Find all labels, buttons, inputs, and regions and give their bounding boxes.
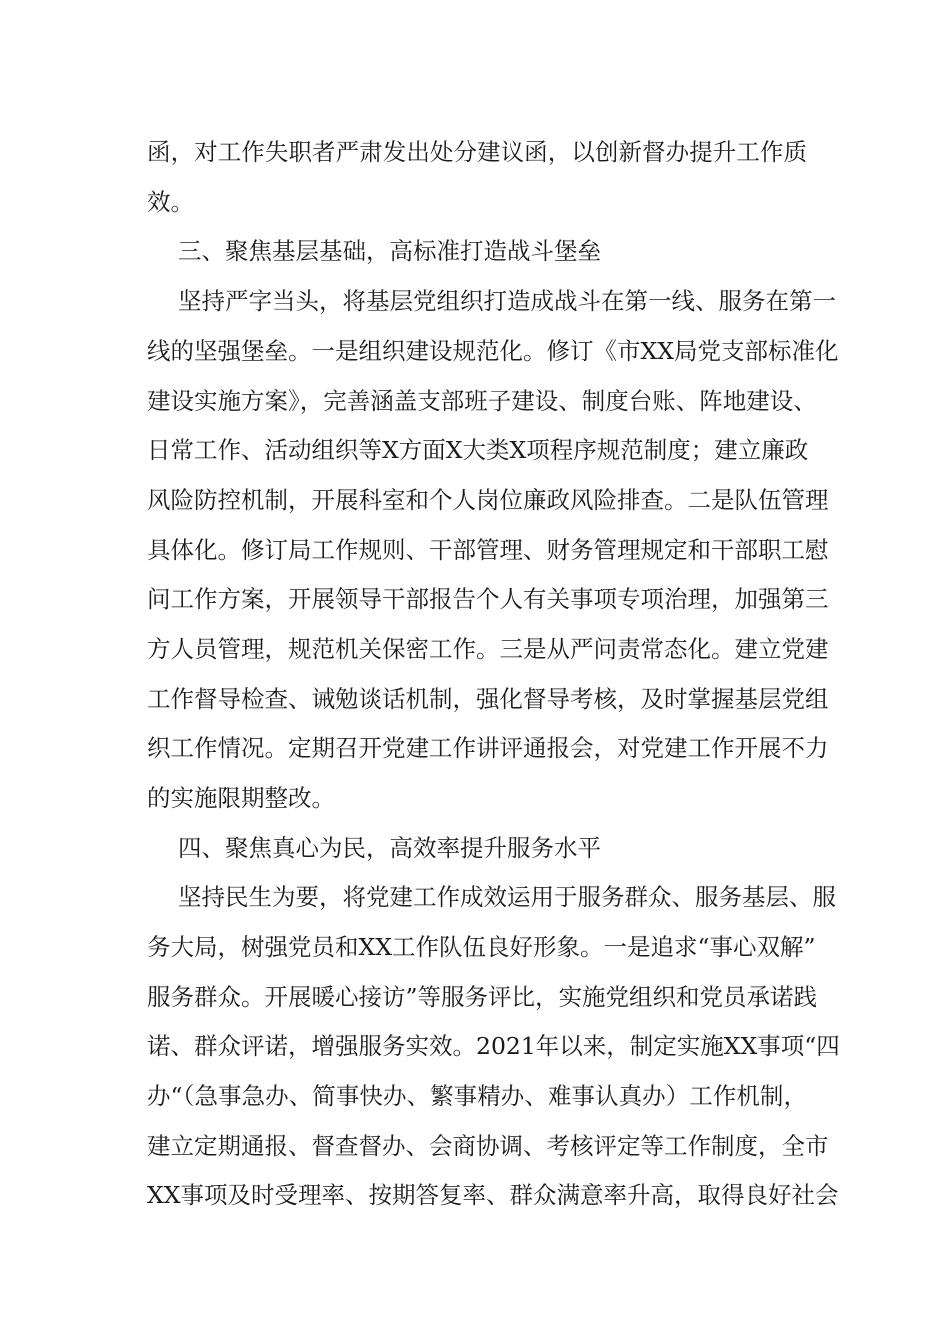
body-text-line: 具体化。修订局工作规则、干部管理、财务管理规定和干部职工慰 xyxy=(147,536,829,564)
body-text-line: 的实施限期整改。 xyxy=(147,784,335,812)
body-text-line: 建设实施方案》，完善涵盖支部班子建设、制度台账、阵地建设、 xyxy=(147,387,817,415)
body-text-line: 日常工作、活动组织等X方面X大类X项程序规范制度；建立廉政 xyxy=(147,436,809,464)
body-text-line: 效。 xyxy=(147,188,194,216)
body-text-line: 风险防控机制，开展科室和个人岗位廉政风险排查。二是队伍管理 xyxy=(147,486,829,514)
body-text-line: 坚持严字当头，将基层党组织打造成战斗在第一线、服务在第一 xyxy=(178,287,836,315)
body-text-line: 务大局，树强党员和XX工作队伍良好形象。一是追求“事心双解” xyxy=(147,933,816,961)
body-text-line: 坚持民生为要，将党建工作成效运用于服务群众、服务基层、服 xyxy=(178,883,836,911)
body-text-line: 问工作方案，开展领导干部报告个人有关事项专项治理，加强第三 xyxy=(147,585,829,613)
body-text-line: 建立定期通报、督查督办、会商协调、考核评定等工作制度，全市 xyxy=(147,1132,829,1160)
section-heading: 四、聚焦真心为民，高效率提升服务水平 xyxy=(178,834,601,862)
body-text-line: 办“（急事急办、简事快办、繁事精办、难事认真办）工作机制， xyxy=(147,1082,807,1110)
body-text-line: 线的坚强堡垒。一是组织建设规范化。修订《市XX局党支部标准化 xyxy=(147,337,839,365)
body-text-line: 诺、群众评诺，增强服务实效。2021年以来，制定实施XX事项“四 xyxy=(147,1032,840,1060)
section-heading: 三、聚焦基层基础，高标准打造战斗堡垒 xyxy=(178,237,601,265)
body-text-line: 函，对工作失职者严肃发出处分建议函，以创新督办提升工作质 xyxy=(147,138,807,166)
body-text-line: XX事项及时受理率、按期答复率、群众满意率升高，取得良好社会 xyxy=(147,1181,839,1209)
body-text-line: 服务群众。开展暖心接访”等服务评比，实施党组织和党员承诺践 xyxy=(147,983,818,1011)
body-text-line: 工作督导检查、诫勉谈话机制，强化督导考核，及时掌握基层党组 xyxy=(147,685,829,713)
body-text-line: 织工作情况。定期召开党建工作讲评通报会，对党建工作开展不力 xyxy=(147,734,829,762)
body-text-line: 方人员管理，规范机关保密工作。三是从严问责常态化。建立党建 xyxy=(147,635,829,663)
